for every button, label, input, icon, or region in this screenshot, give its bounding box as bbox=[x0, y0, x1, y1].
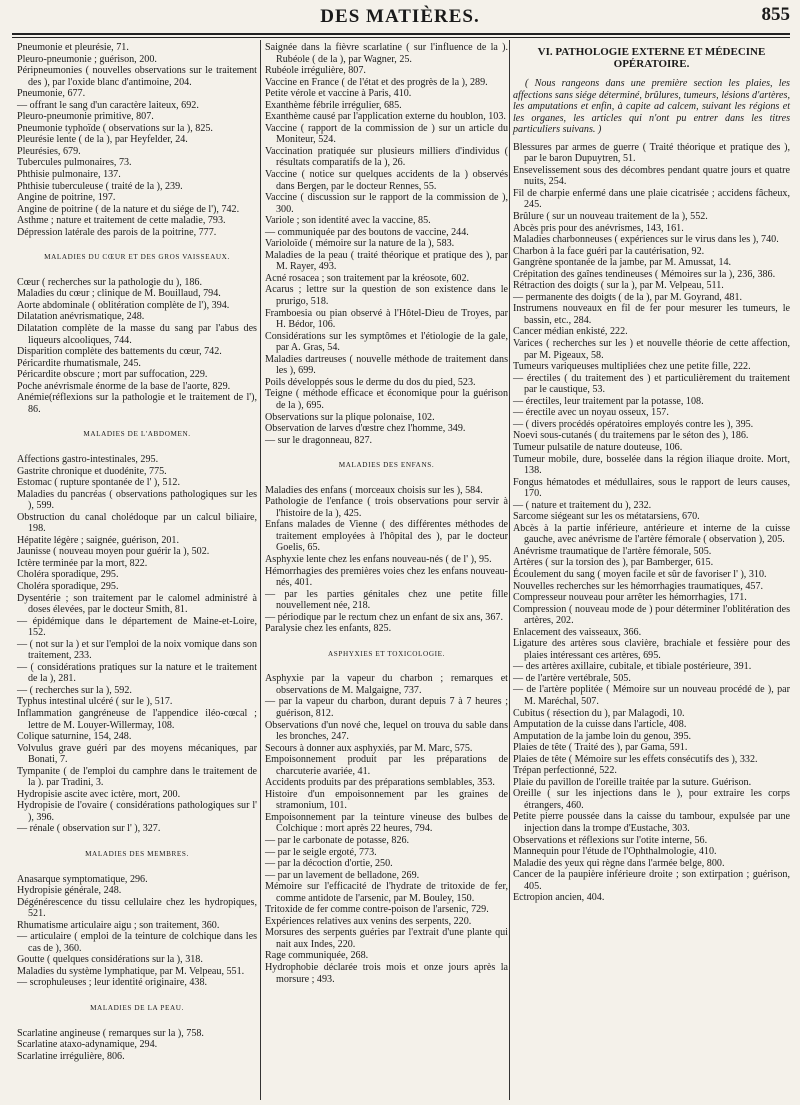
index-entry: Dépression latérale des parois de la poitrine, 777. bbox=[17, 226, 217, 238]
header-rule-thick bbox=[12, 33, 790, 35]
index-entry: Cubitus ( résection du ), par Malagodi, 10. bbox=[513, 707, 685, 719]
entry-list bbox=[513, 142, 790, 904]
index-entry: Sarcome siégeant sur les os métatarsiens, 670. bbox=[513, 511, 700, 523]
index-entry: Saignée dans la fièvre scarlatine ( sur l'influence de la ). Rubéole ( de la ), par Wagner, 25. bbox=[265, 42, 508, 65]
index-entry: — par la vapeur du charbon, durant depuis 7 à 7 heures ; guérison, 812. bbox=[265, 696, 508, 719]
index-entry: Goutte ( quelques considérations sur la ), 318. bbox=[17, 954, 203, 966]
index-entry: Vaccine ( rapport de la commission de ) sur un article du Moniteur, 524. bbox=[265, 122, 508, 146]
index-entry: Considérations sur les symptômes et l'étiologie de la gale, par A. Gras, 54. bbox=[265, 330, 508, 354]
index-entry: Poche anévrismale énorme de la base de l'aorte, 829. bbox=[17, 380, 231, 392]
index-entry: Instrumens nouveaux en fil de fer pour mesurer les tumeurs, le bassin, etc., 284. bbox=[513, 303, 790, 326]
index-entry: — articulaire ( emploi de la teinture de colchique dans les cas de ), 360. bbox=[17, 931, 257, 954]
index-entry: — offrant le sang d'un caractère laiteux, 692. bbox=[17, 99, 199, 111]
index-entry: Aorte abdominale ( oblitération complète de l'), 394. bbox=[17, 299, 230, 311]
part-heading: VI. PATHOLOGIE EXTERNE ET MÉDECINE OPÉRATOIRE. bbox=[537, 46, 766, 70]
index-entry: Scarlatine angineuse ( remarques sur la ), 758. bbox=[17, 1027, 204, 1039]
index-entry: Hydrophobie déclarée trois mois et onze jours après la morsure ; 493. bbox=[265, 962, 508, 985]
index-entry: Vaccine ( discussion sur le rapport de la commission de ), 300. bbox=[265, 192, 508, 215]
index-entry: Gangrène spontanée de la jambe, par M. Amussat, 14. bbox=[513, 257, 732, 269]
entry-list bbox=[265, 485, 508, 635]
index-entry: Maladie des yeux qui règne dans l'armée belge, 800. bbox=[513, 857, 725, 869]
index-entry: Rubéole irrégulière, 807. bbox=[265, 65, 366, 77]
header-rule-thin bbox=[12, 37, 790, 38]
index-entry: Maladies charbonneuses ( expériences sur le virus dans les ), 740. bbox=[513, 234, 779, 246]
index-entry: Scarlatine ataxo-adynamique, 294. bbox=[17, 1039, 158, 1051]
index-entry: Ictère terminée par la mort, 822. bbox=[17, 557, 148, 569]
index-entry: Trépan perfectionné, 522. bbox=[513, 765, 617, 777]
index-entry: — par le carbonate de potasse, 826. bbox=[265, 835, 410, 846]
index-entry: Dégénérescence du tissu cellulaire chez les hydropiques, 521. bbox=[17, 896, 257, 920]
index-entry: Plaie du pavillon de l'oreille traitée par la suture. Guérison. bbox=[513, 776, 752, 788]
index-entry: Observations sur la plique polonaise, 102. bbox=[265, 411, 435, 423]
index-entry: Ensevelissement sous des décombres pendant quatre jours et quatre nuits, 254. bbox=[513, 164, 790, 188]
index-entry: Dilatation anévrismatique, 248. bbox=[17, 311, 145, 323]
index-entry: Empoisonnement produit par les préparations de charcuterie avariée, 41. bbox=[265, 754, 508, 777]
index-entry: Acné rosacea ; son traitement par la kréosote, 602. bbox=[265, 272, 470, 284]
index-entry: Vaccine ( notice sur quelques accidents de la ) observés dans Bergen, par le docteur Rennes, 55. bbox=[265, 169, 508, 192]
index-entry: Empoisonnement par la teinture vineuse des bulbes de Colchique : mort après 22 heures, 794. bbox=[265, 811, 508, 835]
index-entry: Pleuro-pneumonie ; guérison, 200. bbox=[17, 53, 157, 65]
index-entry: Blessures par armes de guerre ( Traité théorique et pratique des ), par le baron Dupuytren, 51. bbox=[513, 141, 790, 165]
index-entry: — ( recherches sur la ), 592. bbox=[17, 684, 132, 696]
index-entry: Hydropisie générale, 248. bbox=[17, 885, 122, 897]
index-entry: Secours à donner aux asphyxiés, par M. Marc, 575. bbox=[265, 742, 473, 754]
index-entry: Pathologie de l'enfance ( trois observations pour servir à l'histoire de la ), 425. bbox=[265, 496, 508, 519]
index-entry: Pneumonie et pleurésie, 71. bbox=[17, 42, 129, 53]
index-entry: Plaies de tête ( Traité des ), par Gama, 591. bbox=[513, 742, 688, 754]
index-entry: — de l'artère vertébrale, 505. bbox=[513, 672, 631, 684]
index-entry: Enfans malades de Vienne ( des différentes méthodes de traitement employées à l'hôpital des ), par le docteur Goelis, 65. bbox=[265, 519, 508, 554]
index-entry: — communiquée par des boutons de vaccine, 244. bbox=[265, 226, 469, 238]
index-entry: Variole ; son identité avec la vaccine, 85. bbox=[265, 215, 431, 227]
index-entry: Maladies du système lymphatique, par M. Velpeau, 551. bbox=[17, 965, 245, 977]
index-entry: Scarlatine irrégulière, 806. bbox=[17, 1050, 125, 1062]
section-intro: ( Nous rangeons dans une première section les plaies, les affections sans siége déterminé, brûlures, tumeurs, lésions d'artères, les amputations et enfin, à capite ad calcem, suivant les régions et les organes, les articles qui n'ont pu entrer dans les titres particuliers suivans. ) bbox=[513, 78, 790, 136]
index-entry: Brûlure ( sur un nouveau traitement de la ), 552. bbox=[513, 211, 708, 223]
index-entry: Péricardite obscure ; mort par suffocation, 229. bbox=[17, 369, 208, 381]
index-entry: Phthisie pulmonaire, 137. bbox=[17, 169, 121, 181]
index-entry: Vaccination pratiquée sur plusieurs milliers d'individus ( résultats comparatifs de la ), 26. bbox=[265, 145, 508, 169]
index-entry: Phthisie tuberculeuse ( traité de la ), 239. bbox=[17, 180, 183, 192]
index-entry: — ( considérations pratiques sur la nature et le traitement de la ), 281. bbox=[17, 661, 257, 685]
index-entry: — de l'artère poplitée ( Mémoire sur un nouveau procédé de ), par M. Maréchal, 507. bbox=[513, 684, 790, 707]
index-entry: Hydropisie de l'ovaire ( considérations pathologiques sur l' ), 396. bbox=[17, 800, 257, 823]
index-entry: Hydropisie ascite avec ictère, mort, 200. bbox=[17, 788, 181, 800]
column-right bbox=[513, 42, 790, 904]
column-middle bbox=[265, 42, 508, 985]
index-entry: Abcès à la partie inférieure, antérieure et interne de la cuisse gauche, avec anévrisme de l'artère fémorale ( observation ), 205. bbox=[513, 522, 790, 546]
entry-list bbox=[17, 1028, 257, 1063]
section-heading: MALADIES DU CŒUR ET DES GROS VAISSEAUX. bbox=[44, 253, 230, 262]
index-entry: Affections gastro-intestinales, 295. bbox=[17, 453, 159, 465]
index-entry: — des artères axillaire, cubitale, et tibiale postérieure, 391. bbox=[513, 661, 752, 673]
index-entry: Fil de charpie enfermé dans une plaie cicatrisée ; accidens fâcheux, 245. bbox=[513, 187, 790, 211]
index-entry: Accidents produits par des préparations semblables, 353. bbox=[265, 777, 495, 789]
index-entry: — périodique par le rectum chez un enfant de six ans, 367. bbox=[265, 611, 503, 623]
index-entry: Dilatation complète de la masse du sang par l'abus des liqueurs alcooliques, 744. bbox=[17, 323, 257, 346]
index-entry: Pleurésie lente ( de la ), par Heyfelder, 24. bbox=[17, 134, 188, 146]
entry-list bbox=[17, 277, 257, 416]
index-entry: Pneumonie typhoïde ( observations sur la ), 825. bbox=[17, 122, 213, 134]
index-entry: Petite pierre poussée dans la caisse du tambour, expulsée par une injection dans la trompe d'Eustache, 303. bbox=[513, 811, 790, 834]
index-entry: Maladies de la peau ( traité théorique et pratique des ), par M. Rayer, 493. bbox=[265, 249, 508, 273]
index-entry: Fongus hématodes et médullaires, sous le rapport de leurs causes, 170. bbox=[513, 476, 790, 500]
entry-list bbox=[17, 454, 257, 835]
index-entry: Jaunisse ( nouveau moyen pour guérir la ), 502. bbox=[17, 546, 210, 558]
index-entry: Volvulus grave guéri par des moyens mécaniques, par Bonati, 7. bbox=[17, 742, 257, 766]
index-entry: — scrophuleuses ; leur identité originaire, 438. bbox=[17, 977, 208, 989]
index-entry: Tubercules pulmonaires, 73. bbox=[17, 157, 132, 169]
index-entry: Rage communiquée, 268. bbox=[265, 950, 369, 962]
section-heading: MALADIES DES ENFANS. bbox=[338, 461, 435, 470]
entry-list bbox=[265, 42, 508, 446]
index-entry: Varioloïde ( mémoire sur la nature de la ), 583. bbox=[265, 238, 455, 250]
index-entry: Pleurésies, 679. bbox=[17, 145, 81, 157]
index-entry: — par la décoction d'ortie, 250. bbox=[265, 858, 393, 870]
index-entry: Compresseur nouveau pour arrêter les hémorrhagies, 171. bbox=[513, 592, 747, 604]
index-entry: Maladies du cœur ; clinique de M. Bouillaud, 794. bbox=[17, 288, 221, 300]
index-entry: — par les parties génitales chez une petite fille nouvellement née, 218. bbox=[265, 588, 508, 612]
index-entry: Tympanite ( de l'emploi du camphre dans le traitement de la ). par Tradini, 3. bbox=[17, 765, 257, 789]
index-entry: Observations d'un nové che, lequel on trouva du sable dans les bronches, 247. bbox=[265, 719, 508, 743]
index-entry: Hémorrhagies des premières voies chez les enfans nouveau-nés, 401. bbox=[265, 565, 508, 589]
index-entry: Écoulement du sang ( moyen facile et sûr de favoriser l' ), 310. bbox=[513, 568, 767, 580]
index-entry: Hépatite légère ; saignée, guérison, 201. bbox=[17, 534, 180, 546]
index-entry: Teigne ( méthode efficace et économique pour la guérison de la ), 695. bbox=[265, 388, 508, 411]
index-entry: Paralysie chez les enfants, 825. bbox=[265, 623, 392, 635]
section-heading: MALADIES DE L'ABDOMEN. bbox=[83, 430, 191, 439]
index-entry: Anasarque symptomatique, 296. bbox=[17, 873, 148, 885]
index-entry: Maladies dartreuses ( nouvelle méthode de traitement dans les ), 699. bbox=[265, 353, 508, 377]
index-entry: Dysentérie ; son traitement par le calomel administré à doses élevées, par le docteur Smith, 81. bbox=[17, 592, 257, 616]
index-entry: Expériences relatives aux venins des serpents, 220. bbox=[265, 915, 472, 927]
index-entry: Mémoire sur l'efficacité de l'hydrate de tritoxide de fer, comme antidote de l'arsenic, par M. Bouley, 150. bbox=[265, 881, 508, 904]
page-title: DES MATIÈRES. bbox=[320, 6, 480, 27]
index-entry: Choléra sporadique, 295. bbox=[17, 569, 119, 581]
index-entry: Choléra sporadique, 295. bbox=[17, 580, 119, 592]
index-entry: Obstruction du canal cholédoque par un calcul biliaire, 198. bbox=[17, 511, 257, 535]
index-entry: Estomac ( rupture spontanée de l' ), 512. bbox=[17, 477, 180, 489]
index-entry: Angine de poitrine, 197. bbox=[17, 192, 116, 204]
index-entry: Abcès pris pour des anévrismes, 143, 161. bbox=[513, 222, 684, 234]
index-entry: Péripneumonies ( nouvelles observations sur le traitement des ), par l'oxide blanc d'antimoine, 204. bbox=[17, 65, 257, 88]
index-entry: Disparition complète des battements du cœur, 742. bbox=[17, 346, 222, 358]
index-entry: Exanthème fébrile irrégulier, 685. bbox=[265, 99, 402, 111]
index-entry: Observation de larves d'œstre chez l'homme, 349. bbox=[265, 423, 466, 435]
index-entry: Maladies du pancréas ( observations pathologiques sur les ), 599. bbox=[17, 488, 257, 512]
index-entry: Crépitation des gaînes tendineuses ( Mémoires sur la ), 236, 386. bbox=[513, 268, 776, 280]
section-heading: MALADIES DES MEMBRES. bbox=[85, 850, 189, 858]
index-entry: Oreille ( sur les injections dans le ), pour extraire les corps étrangers, 460. bbox=[513, 788, 790, 811]
section-heading: MALADIES DE LA PEAU. bbox=[90, 1004, 184, 1013]
index-entry: Poils développés sous le derme du dos du pied, 523. bbox=[265, 376, 476, 388]
index-entry: Framboesia ou pian observé à l'Hôtel-Dieu de Troyes, par H. Bédor, 106. bbox=[265, 307, 508, 331]
index-entry: Vaccine en France ( de l'état et des progrès de la ), 289. bbox=[265, 76, 488, 88]
index-entry: Colique saturnine, 154, 248. bbox=[17, 731, 132, 743]
index-entry: Mannequin pour l'étude de l'Ophthalmologie, 410. bbox=[513, 846, 717, 858]
index-entry: Asphyxie par la vapeur du charbon ; remarques et observations de M. Malgaigne, 737. bbox=[265, 673, 508, 696]
index-entry: Rhumatisme articulaire aigu ; son traitement, 360. bbox=[17, 919, 220, 931]
index-entry: Acarus ; lettre sur la question de son existence dans le prurigo, 518. bbox=[265, 284, 508, 308]
index-entry: Noevi sous-cutanés ( du traitemens par le séton des ), 186. bbox=[513, 430, 749, 442]
entry-list bbox=[17, 874, 257, 989]
page-number: 855 bbox=[761, 4, 790, 25]
index-entry: Tumeur pulsatile de nature douteuse, 106. bbox=[513, 441, 683, 453]
index-entry: — érectile avec un noyau osseux, 157. bbox=[513, 407, 669, 419]
index-entry: — rénale ( observation sur l' ), 327. bbox=[17, 823, 161, 835]
index-entry: Typhus intestinal ulcéré ( sur le ), 517. bbox=[17, 696, 173, 708]
index-entry: Petite vérole et vaccine à Paris, 410. bbox=[265, 88, 412, 100]
index-entry: Tumeurs variqueuses multipliées chez une petite fille, 222. bbox=[513, 361, 751, 373]
index-entry: Anémie(réflexions sur la pathologie et le traitement de l'), 86. bbox=[17, 392, 257, 415]
index-entry: Compression ( nouveau mode de ) pour déterminer l'oblitération des artères, 202. bbox=[513, 603, 790, 627]
index-entry: Exanthème causé par l'application externe du houblon, 103. bbox=[265, 111, 506, 123]
index-entry: Péricardite rhumatismale, 245. bbox=[17, 357, 141, 369]
index-entry: Histoire d'un empoisonnement par les graines de stramonium, 101. bbox=[265, 788, 508, 812]
index-entry: Varices ( recherches sur les ) et nouvelle théorie de cette affection, par M. Pigeaux, 58. bbox=[513, 338, 790, 361]
index-entry: Rétraction des doigts ( sur la ), par M. Velpeau, 511. bbox=[513, 280, 724, 292]
index-entry: Observations et réflexions sur l'otite interne, 56. bbox=[513, 834, 708, 846]
entry-list bbox=[17, 42, 257, 238]
index-entry: Anévrisme traumatique de l'artère fémorale, 505. bbox=[513, 545, 712, 557]
index-entry: Ligature des artères sous clavière, brachiale et fessière pour des plaies intéressant ces artères, 695. bbox=[513, 638, 790, 661]
column-divider bbox=[509, 40, 510, 1100]
index-entry: — permanente des doigts ( de la ), par M. Goyrand, 481. bbox=[513, 291, 743, 303]
index-entry: Plaies de tête ( Mémoire sur les effets consécutifs des ), 332. bbox=[513, 753, 758, 765]
index-entry: Tritoxide de fer comme contre-poison de l'arsenic, 729. bbox=[265, 904, 489, 916]
index-entry: — ( nature et traitement du ), 232. bbox=[513, 499, 652, 511]
index-entry: Ectropion ancien, 404. bbox=[513, 892, 605, 904]
index-entry: Nouvelles recherches sur les hémorrhagies traumatiques, 457. bbox=[513, 580, 764, 592]
index-entry: Enlacement des vaisseaux, 366. bbox=[513, 626, 642, 638]
index-entry: Inflammation gangréneuse de l'appendice iléo-cœcal ; lettre de M. Louyer-Willermay, 108. bbox=[17, 707, 257, 731]
index-entry: — érectiles, leur traitement par la potasse, 108. bbox=[513, 395, 704, 407]
index-entry: — érectiles ( du traitement des ) et particulièrement du traitement par le caustique, 53. bbox=[513, 372, 790, 396]
index-entry: — sur le dragonneau, 827. bbox=[265, 434, 373, 446]
index-entry: Charbon à la face guéri par la cautérisation, 92. bbox=[513, 245, 705, 257]
index-entry: — par un lavement de belladone, 269. bbox=[265, 869, 420, 881]
index-entry: — ( divers procédés opératoires employés contre les ), 395. bbox=[513, 418, 754, 430]
index-entry: Asphyxie lente chez les enfans nouveau-nés ( de l' ), 95. bbox=[265, 553, 492, 565]
index-entry: Amputation de la jambe loin du genou, 395. bbox=[513, 730, 692, 742]
index-entry: Pneumonie, 677. bbox=[17, 88, 86, 100]
column-left bbox=[17, 42, 257, 1062]
section-heading: ASPHYXIES ET TOXICOLOGIE. bbox=[327, 649, 446, 658]
index-entry: Amputation de la cuisse dans l'article, 408. bbox=[513, 719, 687, 731]
index-entry: Maladies des enfans ( morceaux choisis sur les ), 584. bbox=[265, 484, 483, 496]
index-entry: Morsures des serpents guéries par l'extrait d'une plante qui nait aux Indes, 220. bbox=[265, 927, 508, 950]
entry-list bbox=[265, 673, 508, 985]
index-entry: — ( not sur la ) et sur l'emploi de la noix vomique dans son traitement, 233. bbox=[17, 638, 257, 662]
index-entry: — épidémique dans le département de Maine-et-Loire, 152. bbox=[17, 615, 257, 639]
index-entry: Asthme ; nature et traitement de cette maladie, 793. bbox=[17, 215, 226, 227]
column-divider bbox=[260, 40, 261, 1100]
index-entry: Cœur ( recherches sur la pathologie du ), 186. bbox=[17, 276, 202, 288]
index-entry: Artères ( sur la torsion des ), par Bamberger, 615. bbox=[513, 557, 714, 569]
index-entry: Pleuro-pneumonie primitive, 807. bbox=[17, 111, 154, 123]
index-entry: Gastrite chronique et duodénite, 775. bbox=[17, 465, 167, 477]
index-entry: Cancer de la paupière inférieure droite ; son extirpation ; guérison, 405. bbox=[513, 869, 790, 892]
index-entry: Cancer médian enkisté, 222. bbox=[513, 326, 628, 338]
index-entry: — par le seigle ergoté, 773. bbox=[265, 846, 377, 858]
index-entry: Tumeur mobile, dure, bosselée dans la région iliaque droite. Mort, 138. bbox=[513, 453, 790, 477]
index-entry: Angine de poitrine ( de la nature et du siége de l'), 742. bbox=[17, 203, 240, 215]
